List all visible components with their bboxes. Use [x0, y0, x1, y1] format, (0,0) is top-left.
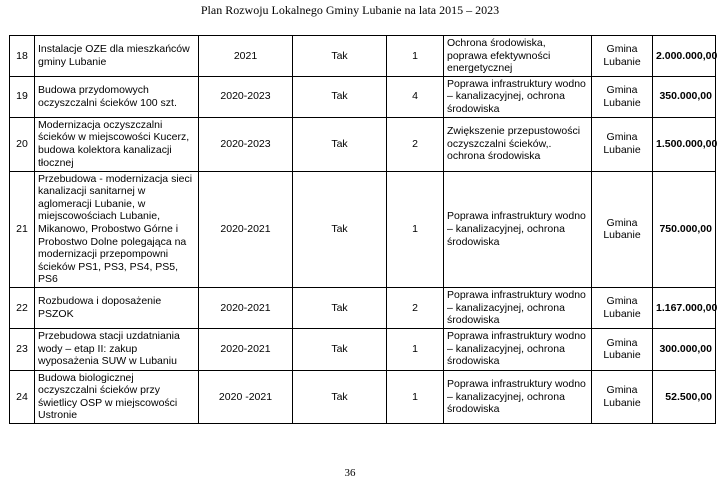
intervention-area: Poprawa infrastruktury wodno – kanalizacyjnej, ochrona środowiska — [444, 171, 592, 287]
page-title: Plan Rozwoju Lokalnego Gminy Lubanie na lata 2015 – 2023 — [200, 3, 500, 17]
responsible-unit: Gmina Lubanie — [592, 36, 653, 77]
amount-value: 52.500,00 — [653, 370, 716, 423]
page-number: 36 — [344, 467, 356, 479]
table-row — [10, 36, 716, 77]
status-value: Tak — [293, 287, 387, 328]
row-number: 20 — [10, 117, 35, 171]
task-name: Rozbudowa i doposażenie PSZOK — [35, 287, 199, 328]
responsible-unit: Gmina Lubanie — [592, 117, 653, 171]
row-number: 22 — [10, 287, 35, 328]
implementation-period: 2020-2021 — [199, 287, 293, 328]
priority-value: 1 — [387, 36, 444, 77]
table-row — [10, 117, 716, 171]
intervention-area: Poprawa infrastruktury wodno – kanalizacyjnej, ochrona środowiska — [444, 76, 592, 117]
amount-value: 350.000,00 — [653, 76, 716, 117]
row-number: 24 — [10, 370, 35, 423]
priority-value: 1 — [387, 370, 444, 423]
responsible-unit: Gmina Lubanie — [592, 328, 653, 370]
priority-value: 4 — [387, 76, 444, 117]
status-value: Tak — [293, 171, 387, 287]
priority-value: 2 — [387, 287, 444, 328]
task-name: Przebudowa stacji uzdatniania wody – etap II: zakup wyposażenia SUW w Lubaniu — [35, 328, 199, 370]
task-name: Budowa biologicznej oczyszczalni ścieków przy świetlicy OSP w miejscowości Ustronie — [35, 370, 199, 423]
amount-value: 1.500.000,00 — [653, 117, 716, 171]
implementation-period: 2021 — [199, 36, 293, 77]
status-value: Tak — [293, 328, 387, 370]
projects-table — [9, 35, 716, 424]
responsible-unit: Gmina Lubanie — [592, 370, 653, 423]
task-name: Modernizacja oczyszczalni ścieków w miejscowości Kucerz, budowa kolektora kanalizacji tłocznej — [35, 117, 199, 171]
table-body — [10, 36, 716, 424]
status-value: Tak — [293, 36, 387, 77]
amount-value: 1.167.000,00 — [653, 287, 716, 328]
task-name: Instalacje OZE dla mieszkańców gminy Lubanie — [35, 36, 199, 77]
intervention-area: Poprawa infrastruktury wodno – kanalizacyjnej, ochrona środowiska — [444, 328, 592, 370]
intervention-area: Poprawa infrastruktury wodno – kanalizacyjnej, ochrona środowiska — [444, 287, 592, 328]
amount-value: 750.000,00 — [653, 171, 716, 287]
implementation-period: 2020-2023 — [199, 76, 293, 117]
intervention-area: Ochrona środowiska, poprawa efektywności energetycznej — [444, 36, 592, 77]
implementation-period: 2020-2021 — [199, 171, 293, 287]
row-number: 19 — [10, 76, 35, 117]
row-number: 23 — [10, 328, 35, 370]
row-number: 21 — [10, 171, 35, 287]
responsible-unit: Gmina Lubanie — [592, 171, 653, 287]
implementation-period: 2020 -2021 — [199, 370, 293, 423]
intervention-area: Zwiększenie przepustowości oczyszczalni ścieków,. ochrona środowiska — [444, 117, 592, 171]
implementation-period: 2020-2021 — [199, 328, 293, 370]
status-value: Tak — [293, 370, 387, 423]
implementation-period: 2020-2023 — [199, 117, 293, 171]
amount-value: 300.000,00 — [653, 328, 716, 370]
table-row — [10, 370, 716, 423]
priority-value: 1 — [387, 171, 444, 287]
priority-value: 1 — [387, 328, 444, 370]
responsible-unit: Gmina Lubanie — [592, 76, 653, 117]
responsible-unit: Gmina Lubanie — [592, 287, 653, 328]
table-row — [10, 287, 716, 328]
table-row — [10, 76, 716, 117]
table-row — [10, 328, 716, 370]
status-value: Tak — [293, 76, 387, 117]
intervention-area: Poprawa infrastruktury wodno – kanalizacyjnej, ochrona środowiska — [444, 370, 592, 423]
priority-value: 2 — [387, 117, 444, 171]
row-number: 18 — [10, 36, 35, 77]
status-value: Tak — [293, 117, 387, 171]
amount-value: 2.000.000,00 — [653, 36, 716, 77]
table-row — [10, 171, 716, 287]
task-name: Budowa przydomowych oczyszczalni ścieków 100 szt. — [35, 76, 199, 117]
task-name: Przebudowa - modernizacja sieci kanalizacji sanitarnej w aglomeracji Lubanie, w miejscowościach Lubanie, Mikanowo, Probostwo Górne i Probostwo Dolne polegająca na modernizacji przepompowni ścieków PS1, PS3, PS4, PS5, PS6 — [35, 171, 199, 287]
